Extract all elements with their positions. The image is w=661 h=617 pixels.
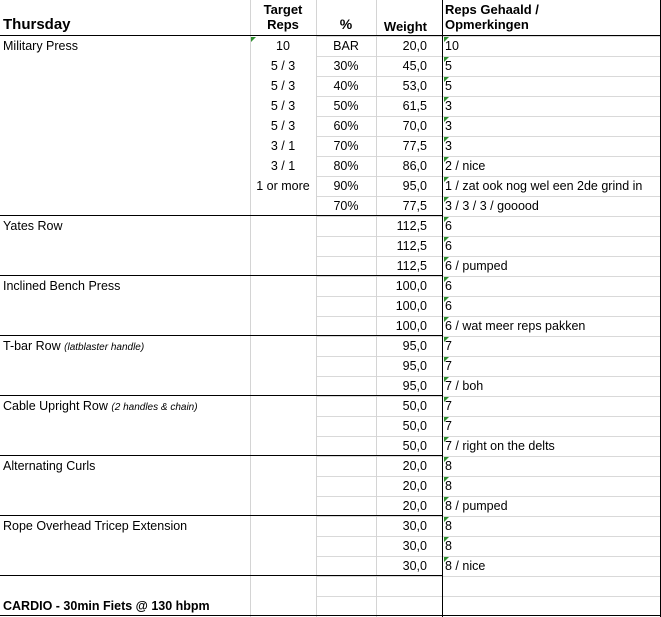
- percent-cell[interactable]: [316, 236, 376, 256]
- exercise-cell[interactable]: [0, 256, 250, 276]
- weight-cell[interactable]: 30,0: [402, 559, 427, 573]
- row-gridline: [443, 36, 661, 37]
- row-gridline: [443, 216, 661, 217]
- row-gridline: [316, 36, 442, 37]
- table-row: [0, 276, 661, 296]
- row-gridline: [316, 236, 442, 237]
- weight-cell[interactable]: 20,0: [402, 459, 427, 473]
- row-gridline: [443, 176, 661, 177]
- table-row: [0, 516, 661, 536]
- table-row: [0, 316, 661, 336]
- header-target-reps: Target Reps: [263, 2, 303, 32]
- weight-cell[interactable]: 77,5: [402, 139, 427, 153]
- exercise-cell[interactable]: [0, 56, 250, 76]
- comment-indicator-icon[interactable]: [444, 197, 449, 202]
- weight-cell[interactable]: 100,0: [395, 319, 427, 333]
- percent-cell[interactable]: 50%: [333, 99, 359, 113]
- exercise-name: Military Press: [3, 39, 79, 53]
- comment-indicator-icon[interactable]: [251, 37, 256, 42]
- weight-cell[interactable]: 20,0: [402, 499, 427, 513]
- weight-cell[interactable]: 53,0: [402, 79, 427, 93]
- target-reps-cell[interactable]: 10: [276, 39, 290, 53]
- comment-indicator-icon[interactable]: [444, 257, 449, 262]
- row-gridline: [316, 256, 442, 257]
- target-reps-cell[interactable]: [250, 216, 316, 236]
- exercise-cell[interactable]: [0, 456, 250, 476]
- comment-cell[interactable]: 6: [445, 279, 452, 293]
- comment-indicator-icon[interactable]: [444, 237, 449, 242]
- row-gridline: [443, 356, 661, 357]
- header-weight: Weight: [383, 19, 427, 34]
- cardio-note: CARDIO - 30min Fiets @ 130 hbpm: [3, 599, 210, 613]
- percent-cell[interactable]: BAR: [333, 39, 359, 53]
- percent-cell[interactable]: 40%: [333, 79, 359, 93]
- comment-indicator-icon[interactable]: [444, 417, 449, 422]
- row-gridline: [316, 396, 442, 397]
- target-reps-cell[interactable]: [250, 516, 316, 536]
- comment-cell[interactable]: 8: [445, 539, 452, 553]
- percent-cell[interactable]: [316, 476, 376, 496]
- comment-cell[interactable]: 3: [445, 99, 452, 113]
- exercise-name: Alternating Curls: [3, 459, 96, 473]
- table-row: [0, 256, 661, 276]
- comment-indicator-icon[interactable]: [444, 77, 449, 82]
- comment-cell[interactable]: 7: [445, 339, 452, 353]
- comment-cell[interactable]: 6 / pumped: [445, 259, 508, 273]
- row-gridline: [443, 376, 661, 377]
- target-reps-cell[interactable]: 1 or more: [256, 179, 310, 193]
- row-gridline: [443, 516, 661, 517]
- group-separator: [0, 575, 442, 576]
- bottom-border: [0, 615, 661, 616]
- row-gridline: [316, 276, 442, 277]
- column-divider: [376, 0, 377, 617]
- comment-indicator-icon[interactable]: [444, 217, 449, 222]
- percent-cell[interactable]: [316, 296, 376, 316]
- exercise-cell[interactable]: [0, 396, 250, 416]
- row-gridline: [316, 556, 442, 557]
- percent-cell[interactable]: [316, 436, 376, 456]
- comment-cell[interactable]: 6: [445, 219, 452, 233]
- percent-cell[interactable]: 70%: [333, 139, 359, 153]
- table-row: [0, 116, 661, 136]
- comment-indicator-icon[interactable]: [444, 497, 449, 502]
- target-reps-cell[interactable]: [250, 536, 316, 556]
- group-separator: [0, 215, 442, 216]
- row-gridline: [443, 256, 661, 257]
- comment-cell[interactable]: 8: [445, 459, 452, 473]
- comment-cell[interactable]: 6: [445, 299, 452, 313]
- weight-cell[interactable]: 100,0: [395, 279, 427, 293]
- group-separator: [0, 275, 442, 276]
- comment-indicator-icon[interactable]: [444, 517, 449, 522]
- percent-cell[interactable]: [316, 276, 376, 296]
- row-gridline: [316, 116, 442, 117]
- weight-cell[interactable]: 50,0: [402, 419, 427, 433]
- exercise-name: T-bar Row: [3, 339, 61, 353]
- percent-cell[interactable]: [316, 496, 376, 516]
- row-gridline: [316, 156, 442, 157]
- exercise-cell[interactable]: [0, 96, 250, 116]
- comment-cell[interactable]: 7 / boh: [445, 379, 484, 393]
- row-gridline: [316, 76, 442, 77]
- table-row: [0, 376, 661, 396]
- comment-indicator-icon[interactable]: [444, 277, 449, 282]
- comment-indicator-icon[interactable]: [444, 397, 449, 402]
- exercise-cell[interactable]: [0, 76, 250, 96]
- exercise-note: (latblaster handle): [64, 342, 145, 353]
- comment-cell[interactable]: 7: [445, 419, 452, 433]
- percent-cell[interactable]: [316, 556, 376, 576]
- comment-cell[interactable]: 7 / right on the delts: [445, 439, 555, 453]
- row-gridline: [316, 536, 442, 537]
- table-row: [0, 476, 661, 496]
- exercise-note: (2 handles & chain): [111, 402, 198, 413]
- row-gridline: [443, 76, 661, 77]
- weight-cell[interactable]: 61,5: [402, 99, 427, 113]
- row-gridline: [443, 56, 661, 57]
- row-gridline: [443, 336, 661, 337]
- comment-cell[interactable]: 3: [445, 119, 452, 133]
- comment-cell[interactable]: 3: [445, 139, 452, 153]
- row-gridline: [316, 296, 442, 297]
- table-row: [0, 356, 661, 376]
- weight-cell[interactable]: 77,5: [402, 199, 427, 213]
- target-reps-cell[interactable]: [250, 456, 316, 476]
- comment-indicator-icon[interactable]: [444, 97, 449, 102]
- target-reps-cell[interactable]: 3 / 1: [270, 139, 296, 153]
- comment-cell[interactable]: 8 / pumped: [445, 499, 508, 513]
- row-gridline: [316, 436, 442, 437]
- row-gridline: [316, 416, 442, 417]
- comment-indicator-icon[interactable]: [444, 177, 449, 182]
- target-reps-cell[interactable]: [250, 556, 316, 576]
- comment-indicator-icon[interactable]: [444, 557, 449, 562]
- row-gridline: [443, 276, 661, 277]
- weight-cell[interactable]: 45,0: [402, 59, 427, 73]
- comment-indicator-icon[interactable]: [444, 477, 449, 482]
- exercise-cell[interactable]: [0, 336, 250, 356]
- comment-cell[interactable]: 6 / wat meer reps pakken: [445, 319, 586, 333]
- header-reps-done: Reps Gehaald / Opmerkingen: [445, 2, 539, 32]
- table-row: [0, 396, 661, 416]
- exercise-cell[interactable]: [0, 376, 250, 396]
- row-gridline: [316, 496, 442, 497]
- comment-cell[interactable]: 10: [445, 39, 459, 53]
- comment-cell[interactable]: 1 / zat ook nog wel een 2de grind in: [445, 179, 643, 193]
- row-gridline: [316, 376, 442, 377]
- table-row: [0, 76, 661, 96]
- table-row: [0, 96, 661, 116]
- comment-indicator-icon[interactable]: [444, 157, 449, 162]
- weight-cell[interactable]: 95,0: [402, 359, 427, 373]
- percent-cell[interactable]: [316, 536, 376, 556]
- weight-cell[interactable]: 112,5: [396, 259, 427, 273]
- table-row: [0, 416, 661, 436]
- table-row: [0, 196, 661, 216]
- row-gridline: [443, 136, 661, 137]
- target-reps-cell[interactable]: [250, 496, 316, 516]
- table-row: [0, 36, 661, 56]
- column-divider: [442, 0, 443, 617]
- exercise-cell[interactable]: [0, 196, 250, 216]
- row-gridline: [443, 236, 661, 237]
- row-gridline: [316, 96, 442, 97]
- weight-cell[interactable]: 50,0: [402, 399, 427, 413]
- weight-cell[interactable]: 95,0: [402, 339, 427, 353]
- target-reps-cell[interactable]: [250, 236, 316, 256]
- row-gridline: [443, 196, 661, 197]
- row-gridline: [443, 556, 661, 557]
- row-gridline: [316, 316, 442, 317]
- row-gridline: [316, 356, 442, 357]
- comment-indicator-icon[interactable]: [444, 117, 449, 122]
- table-row: [0, 496, 661, 516]
- exercise-cell[interactable]: [0, 136, 250, 156]
- target-reps-cell[interactable]: [250, 316, 316, 336]
- exercise-cell[interactable]: [0, 236, 250, 256]
- percent-cell[interactable]: [316, 316, 376, 336]
- target-reps-cell[interactable]: 5 / 3: [270, 79, 296, 93]
- percent-cell[interactable]: 70%: [333, 199, 359, 213]
- target-reps-cell[interactable]: [250, 356, 316, 376]
- comment-cell[interactable]: 3 / 3 / 3 / gooood: [445, 199, 539, 213]
- day-title: Thursday: [3, 16, 71, 33]
- comment-cell[interactable]: 2 / nice: [445, 159, 486, 173]
- table-row: [0, 296, 661, 316]
- percent-cell[interactable]: [316, 396, 376, 416]
- weight-cell[interactable]: 100,0: [395, 299, 427, 313]
- exercise-cell[interactable]: [0, 356, 250, 376]
- weight-cell[interactable]: 30,0: [402, 519, 427, 533]
- target-reps-cell[interactable]: 3 / 1: [270, 159, 296, 173]
- comment-indicator-icon[interactable]: [444, 537, 449, 542]
- exercise-cell[interactable]: [0, 216, 250, 236]
- header-percent: %: [339, 16, 353, 32]
- table-row: [0, 136, 661, 156]
- percent-cell[interactable]: [316, 356, 376, 376]
- target-reps-cell[interactable]: [250, 436, 316, 456]
- exercise-cell[interactable]: [0, 496, 250, 516]
- exercise-cell[interactable]: [0, 116, 250, 136]
- weight-cell[interactable]: 30,0: [402, 539, 427, 553]
- row-gridline: [316, 336, 442, 337]
- row-gridline: [443, 496, 661, 497]
- weight-cell[interactable]: 20,0: [402, 39, 427, 53]
- table-row: [0, 436, 661, 456]
- exercise-cell[interactable]: [0, 316, 250, 336]
- row-gridline: [443, 296, 661, 297]
- comment-cell[interactable]: 8 / nice: [445, 559, 486, 573]
- percent-cell[interactable]: 90%: [333, 179, 359, 193]
- exercise-cell[interactable]: [0, 476, 250, 496]
- table-row: [0, 556, 661, 576]
- percent-cell[interactable]: [316, 376, 376, 396]
- exercise-cell[interactable]: [0, 556, 250, 576]
- row-gridline: [316, 596, 442, 597]
- comment-indicator-icon[interactable]: [444, 457, 449, 462]
- exercise-cell[interactable]: [0, 276, 250, 296]
- row-gridline: [316, 216, 442, 217]
- target-reps-cell[interactable]: [250, 256, 316, 276]
- group-separator: [0, 455, 442, 456]
- table-row: [0, 176, 661, 196]
- exercise-cell[interactable]: [0, 296, 250, 316]
- weight-cell[interactable]: 95,0: [402, 179, 427, 193]
- table-row: [0, 216, 661, 236]
- header-separator: [0, 35, 661, 36]
- target-reps-cell[interactable]: [250, 336, 316, 356]
- row-gridline: [316, 196, 442, 197]
- row-gridline: [443, 116, 661, 117]
- table-row: [0, 156, 661, 176]
- row-gridline: [443, 476, 661, 477]
- column-divider: [250, 0, 251, 617]
- percent-cell[interactable]: 30%: [333, 59, 359, 73]
- comment-cell[interactable]: 5: [445, 59, 452, 73]
- weight-cell[interactable]: 95,0: [402, 379, 427, 393]
- weight-cell[interactable]: 50,0: [402, 439, 427, 453]
- row-gridline: [443, 596, 661, 597]
- group-separator: [0, 515, 442, 516]
- target-reps-cell[interactable]: [250, 276, 316, 296]
- percent-cell[interactable]: 60%: [333, 119, 359, 133]
- column-divider: [316, 0, 317, 617]
- row-gridline: [443, 396, 661, 397]
- weight-cell[interactable]: 20,0: [402, 479, 427, 493]
- target-reps-cell[interactable]: [250, 416, 316, 436]
- target-reps-cell[interactable]: [250, 396, 316, 416]
- comment-indicator-icon[interactable]: [444, 337, 449, 342]
- row-gridline: [316, 456, 442, 457]
- row-gridline: [316, 516, 442, 517]
- exercise-cell[interactable]: [0, 36, 250, 56]
- row-gridline: [443, 576, 661, 577]
- row-gridline: [316, 476, 442, 477]
- percent-cell[interactable]: [316, 256, 376, 276]
- row-gridline: [316, 576, 442, 577]
- row-gridline: [316, 56, 442, 57]
- percent-cell[interactable]: 80%: [333, 159, 359, 173]
- table-row: [0, 236, 661, 256]
- target-reps-cell[interactable]: [250, 376, 316, 396]
- comment-cell[interactable]: 7: [445, 399, 452, 413]
- percent-cell[interactable]: [316, 216, 376, 236]
- row-gridline: [443, 416, 661, 417]
- percent-cell[interactable]: [316, 516, 376, 536]
- comment-indicator-icon[interactable]: [444, 57, 449, 62]
- row-gridline: [443, 316, 661, 317]
- exercise-name: Cable Upright Row: [3, 399, 108, 413]
- row-gridline: [316, 176, 442, 177]
- group-separator: [0, 395, 442, 396]
- target-reps-cell[interactable]: [250, 296, 316, 316]
- table-row: [0, 56, 661, 76]
- weight-cell[interactable]: 70,0: [402, 119, 427, 133]
- exercise-cell[interactable]: [0, 536, 250, 556]
- comment-indicator-icon[interactable]: [444, 357, 449, 362]
- row-gridline: [443, 156, 661, 157]
- weight-cell[interactable]: 86,0: [402, 159, 427, 173]
- exercise-name: Rope Overhead Tricep Extension: [3, 519, 188, 533]
- exercise-cell[interactable]: [0, 176, 250, 196]
- comment-indicator-icon[interactable]: [444, 317, 449, 322]
- comment-indicator-icon[interactable]: [444, 297, 449, 302]
- percent-cell[interactable]: [316, 456, 376, 476]
- table-row: [0, 536, 661, 556]
- comment-indicator-icon[interactable]: [444, 377, 449, 382]
- comment-cell[interactable]: 7: [445, 359, 452, 373]
- row-gridline: [443, 96, 661, 97]
- weight-cell[interactable]: 112,5: [396, 219, 427, 233]
- comment-indicator-icon[interactable]: [444, 137, 449, 142]
- comment-cell[interactable]: 8: [445, 479, 452, 493]
- target-reps-cell[interactable]: [250, 196, 316, 216]
- exercise-cell[interactable]: [0, 156, 250, 176]
- row-gridline: [443, 456, 661, 457]
- target-reps-cell[interactable]: 5 / 3: [270, 99, 296, 113]
- percent-cell[interactable]: [316, 416, 376, 436]
- comment-indicator-icon[interactable]: [444, 37, 449, 42]
- target-reps-cell[interactable]: 5 / 3: [270, 59, 296, 73]
- comment-cell[interactable]: 5: [445, 79, 452, 93]
- row-gridline: [316, 136, 442, 137]
- exercise-name: Yates Row: [3, 219, 63, 233]
- target-reps-cell[interactable]: 5 / 3: [270, 119, 296, 133]
- weight-cell[interactable]: 112,5: [396, 239, 427, 253]
- comment-cell[interactable]: 8: [445, 519, 452, 533]
- comment-indicator-icon[interactable]: [444, 437, 449, 442]
- comment-cell[interactable]: 6: [445, 239, 452, 253]
- target-reps-cell[interactable]: [250, 476, 316, 496]
- group-separator: [0, 335, 442, 336]
- row-gridline: [443, 536, 661, 537]
- table-row: [0, 336, 661, 356]
- row-gridline: [443, 436, 661, 437]
- exercise-cell[interactable]: [0, 416, 250, 436]
- percent-cell[interactable]: [316, 336, 376, 356]
- table-row: [0, 456, 661, 476]
- exercise-name: Inclined Bench Press: [3, 279, 121, 293]
- exercise-cell[interactable]: [0, 516, 250, 536]
- exercise-cell[interactable]: [0, 436, 250, 456]
